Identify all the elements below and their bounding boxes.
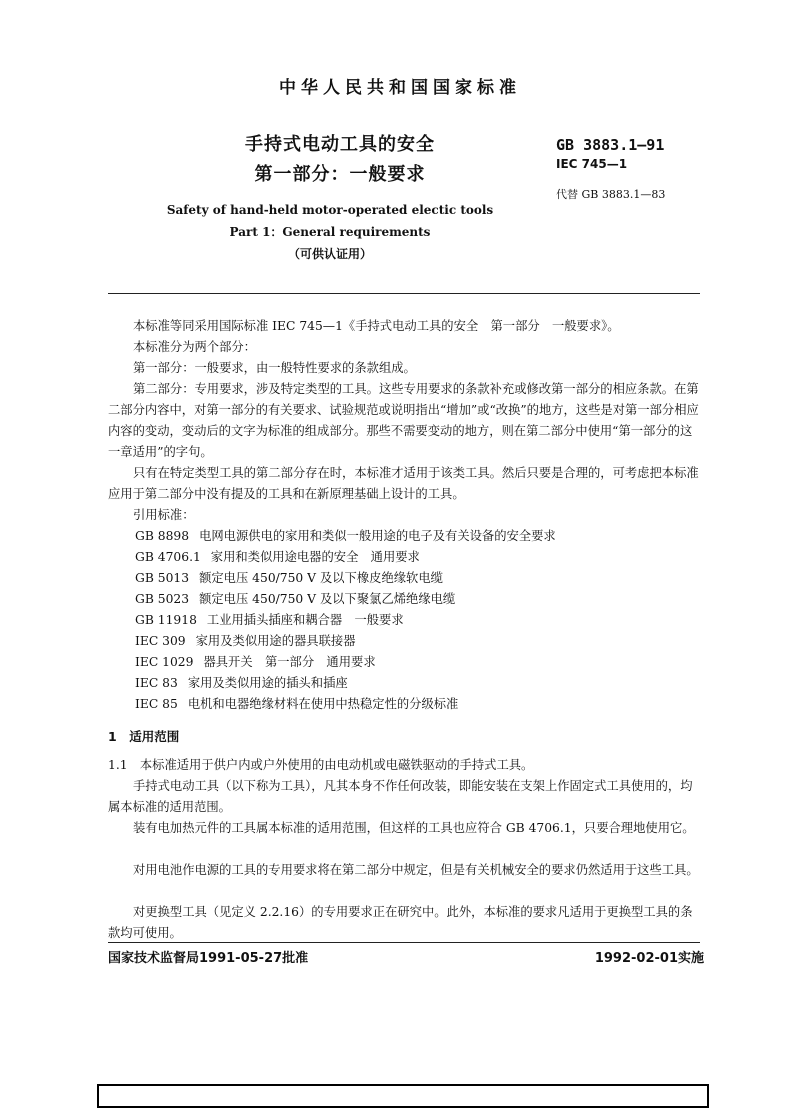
certification-note: （可供认证用） xyxy=(287,247,372,261)
reference-code: GB 8898 xyxy=(135,529,190,543)
reference-item xyxy=(135,694,458,712)
reference-item xyxy=(135,547,420,565)
reference-item xyxy=(135,631,356,649)
iec-number: IEC 745—1 xyxy=(556,157,628,171)
replaces-standard: 代替 GB 3883.1—83 xyxy=(556,188,666,201)
reference-item xyxy=(135,610,404,628)
reference-title: 家用和类似用途电器的安全 通用要求 xyxy=(210,550,420,564)
section-1-heading: 1 适用范围 xyxy=(108,729,180,744)
reference-title: 家用及类似用途的器具联接器 xyxy=(195,634,356,648)
intro-paragraph-5: 只有在特定类型工具的第二部分存在时，本标准才适用于该类工具。然后只要是合理的，可考虑把本标准应用于第二部分中没有提及的工具和在新原理基础上设计的工具。 xyxy=(108,466,699,501)
reference-code: GB 5013 xyxy=(135,571,190,585)
intro-paragraph-3: 第一部分：一般要求，由一般特性要求的条款组成。 xyxy=(133,361,416,375)
reference-code: GB 5023 xyxy=(135,592,190,606)
section-1-paragraph-3: 对用电池作电源的工具的专用要求将在第二部分中规定，但是有关机械安全的要求仍然适用于这些工具。 xyxy=(133,863,699,877)
reference-code: IEC 309 xyxy=(135,634,186,648)
reference-item xyxy=(135,673,348,691)
header-divider xyxy=(108,293,700,294)
standard-number: GB 3883.1—91 xyxy=(556,136,665,154)
section-1-paragraph-2: 装有电加热元件的工具属本标准的适用范围，但这样的工具也应符合 GB 4706.1，只要合理地使用它。 xyxy=(133,821,695,835)
references-heading: 引用标准： xyxy=(133,508,195,522)
clause-1-1: 1.1 本标准适用于供户内或户外使用的由电动机或电磁铁驱动的手持式工具。 xyxy=(108,758,534,772)
reference-code: IEC 85 xyxy=(135,697,178,711)
reference-item xyxy=(135,589,455,607)
reference-title: 器具开关 第一部分 通用要求 xyxy=(203,655,376,669)
title-line-1: 手持式电动工具的安全 xyxy=(245,134,435,155)
reference-title: 额定电压 450/750 V 及以下聚氯乙烯绝缘电缆 xyxy=(199,592,456,606)
bottom-frame xyxy=(97,1084,709,1108)
section-1-paragraph-1: 手持式电动工具（以下称为工具），凡其本身不作任何改装，即能安装在支架上作固定式工具使用的，均属本标准的适用范围。 xyxy=(108,779,693,814)
reference-title: 家用及类似用途的插头和插座 xyxy=(187,676,348,690)
intro-paragraph-4: 第二部分：专用要求，涉及特定类型的工具。这些专用要求的条款补充或修改第一部分的相应条款。在第二部分内容中，对第一部分的有关要求、试验规范或说明指出“增加”或“改换”的地方，这些是对第一部分相应内容的变动，变动后的文字为标准的组成部分。那些不需要变动的地方，则在第二部分中使用“第一部分的这一章适用”的字句。 xyxy=(108,382,699,459)
reference-code: GB 4706.1 xyxy=(135,550,201,564)
reference-title: 电机和电器绝缘材料在使用中热稳定性的分级标准 xyxy=(187,697,459,711)
approval-date: 国家技术监督局1991-05-27批准 xyxy=(108,951,309,966)
reference-code: IEC 1029 xyxy=(135,655,194,669)
reference-title: 工业用插头插座和耦合器 一般要求 xyxy=(206,613,404,627)
footer-divider xyxy=(108,942,700,943)
intro-paragraph-2: 本标准分为两个部分： xyxy=(133,340,256,354)
reference-item xyxy=(135,568,443,586)
effective-date: 1992-02-01实施 xyxy=(594,951,704,966)
reference-title: 额定电压 450/750 V 及以下橡皮绝缘软电缆 xyxy=(199,571,443,585)
reference-code: IEC 83 xyxy=(135,676,178,690)
reference-code: GB 11918 xyxy=(135,613,197,627)
intro-paragraph-1: 本标准等同采用国际标准 IEC 745—1《手持式电动工具的安全 第一部分 一般要求》。 xyxy=(133,319,620,333)
reference-item xyxy=(135,526,556,544)
reference-title: 电网电源供电的家用和类似一般用途的电子及有关设备的安全要求 xyxy=(199,529,556,543)
title-line-2: 第一部分：一般要求 xyxy=(254,164,426,185)
section-1-paragraph-4: 对更换型工具（见定义 2.2.16）的专用要求正在研究中。此外，本标准的要求凡适用于更换型工具的条款均可使用。 xyxy=(108,905,693,940)
english-title: Safety of hand-held motor-operated electic tools xyxy=(166,203,494,217)
english-part: Part 1：General requirements xyxy=(229,225,431,239)
reference-item xyxy=(135,652,376,670)
national-standard-heading: 中华人民共和国国家标准 xyxy=(279,78,521,98)
